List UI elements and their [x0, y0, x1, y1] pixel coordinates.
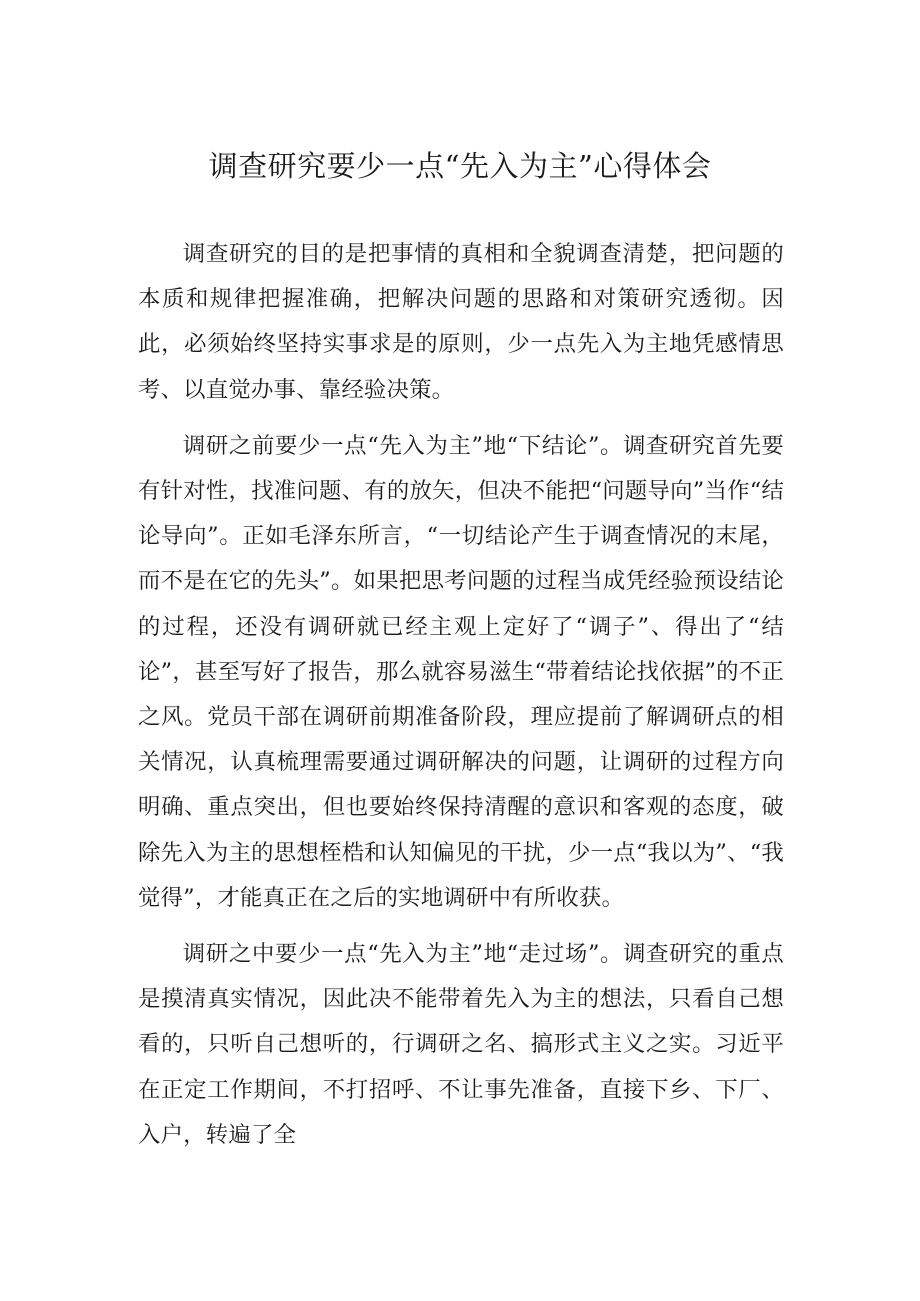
paragraph-before-research: 调研之前要少一点“先入为主”地“下结论”。调查研究首先要有针对性，找准问题、有的放矢，但决不能把“问题导向”当作“结论导向”。正如毛泽东所言，“一切结论产生于调查情况的末尾，而不是在它的先头”。如果把思考问题的过程当成凭经验预设结论的过程，还没有调研就已经主观上定好了“调子”、得出了“结论”，甚至写好了报告，那么就容易滋生“带着结论找依据”的不正之风。党员干部在调研前期准备阶段，理应提前了解调研点的相关情况，认真梳理需要通过调研解决的问题，让调研的过程方向明确、重点突出，但也要始终保持清醒的意识和客观的态度，破除先入为主的思想桎梏和认知偏见的干扰，少一点“我以为”、“我觉得”，才能真正在之后的实地调研中有所收获。 [138, 432, 784, 911]
document-body [138, 232, 784, 1169]
document-title: 调查研究要少一点“先入为主”心得体会 [208, 149, 712, 183]
paragraph-during-research: 调研之中要少一点“先入为主”地“走过场”。调查研究的重点是摸清真实情况，因此决不能带着先入为主的想法，只看自己想看的，只听自己想听的，行调研之名、搞形式主义之实。习近平在正定工作期间，不打招呼、不让事先准备，直接下乡、下厂、入户，转遍了全 [138, 941, 784, 1148]
paragraph-intro: 调查研究的目的是把事情的真相和全貌调查清楚，把问题的本质和规律把握准确，把解决问题的思路和对策研究透彻。因此，必须始终坚持实事求是的原则，少一点先入为主地凭感情思考、以直觉办事、靠经验决策。 [138, 241, 784, 403]
